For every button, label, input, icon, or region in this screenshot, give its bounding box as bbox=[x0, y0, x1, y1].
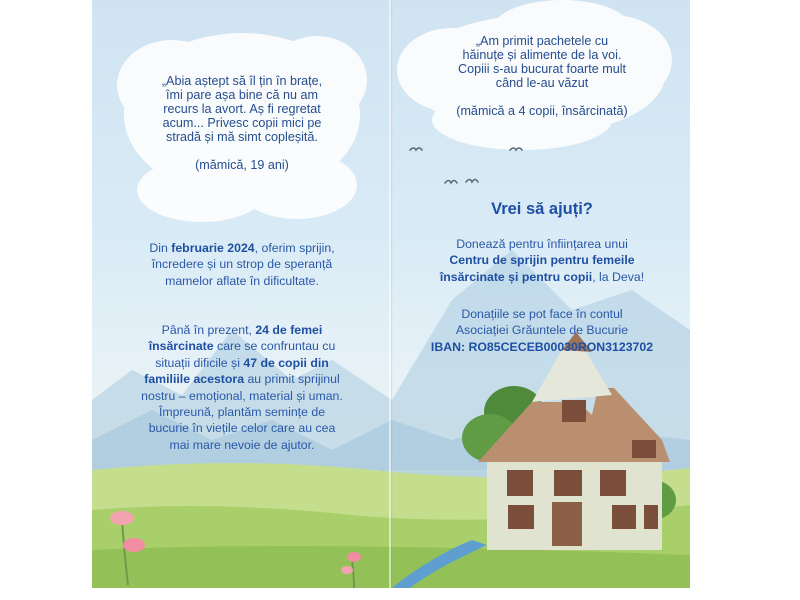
bank-account-paragraph bbox=[402, 306, 682, 355]
quote-line: stradă și mă simt copleșită. bbox=[166, 130, 318, 144]
text-line: Donațiile se pot face în contul bbox=[461, 307, 623, 321]
quote-line: „Am primit pachetele cu bbox=[475, 34, 609, 48]
text-line bbox=[102, 322, 382, 338]
call-to-action-heading: Vrei să ajuți? bbox=[491, 200, 593, 218]
text-span: care se confruntau cu bbox=[213, 339, 336, 354]
highlight-text: însărcinate bbox=[148, 339, 214, 354]
quote-author: (mămică, 19 ani) bbox=[195, 158, 289, 172]
highlight-text: familiile acestora bbox=[144, 372, 245, 387]
quote-line: îmi pare așa bine că nu am bbox=[166, 88, 318, 102]
text-line: nostru – emoțional, material și uman. bbox=[141, 388, 343, 403]
testimonial-quote bbox=[422, 34, 662, 118]
text-line bbox=[402, 252, 682, 268]
text-span: , la Deva! bbox=[592, 269, 645, 284]
text-line: mai mare nevoie de ajutor. bbox=[169, 437, 315, 452]
fold-line bbox=[389, 0, 391, 588]
quote-line: Copiii s-au bucurat foarte mult bbox=[458, 62, 626, 76]
quote-line: hăinuțe și alimente de la voi. bbox=[462, 48, 622, 62]
highlight-count: 47 de copii din bbox=[243, 355, 329, 370]
text-line bbox=[102, 355, 382, 371]
donation-paragraph bbox=[402, 236, 682, 285]
quote-line: „Abia aștept să îl țin în brațe, bbox=[161, 74, 323, 88]
quote-line: recurs la avort. Aș fi regretat bbox=[163, 102, 321, 116]
text-line: încredere și un strop de speranță bbox=[151, 257, 333, 272]
text-line bbox=[402, 269, 682, 285]
highlight-count: 24 de femei bbox=[255, 323, 323, 337]
quote-line: când le-au văzut bbox=[495, 76, 589, 90]
text-line bbox=[112, 240, 372, 256]
text-span: , oferim sprijin, bbox=[254, 241, 335, 255]
highlight-text: însărcinate și pentru copii bbox=[439, 269, 593, 284]
text-line bbox=[402, 339, 682, 355]
testimonial-quote bbox=[132, 74, 352, 172]
brochure bbox=[92, 0, 690, 588]
text-line: bucurie în viețile celor care au cea bbox=[148, 421, 336, 436]
text-span: Până în prezent, bbox=[161, 323, 256, 337]
text-line: Donează pentru înființarea unui bbox=[456, 237, 628, 251]
text-line: mamelor aflate în dificultate. bbox=[165, 273, 319, 288]
text-line bbox=[102, 338, 382, 354]
text-span: Din bbox=[149, 241, 172, 255]
text-line: Asociației Grăuntele de Bucurie bbox=[455, 323, 629, 338]
iban-text: IBAN: RO85CECEB00030RON3123702 bbox=[430, 339, 654, 354]
text-line: Împreună, plantăm semințe de bbox=[158, 405, 326, 420]
impact-paragraph bbox=[102, 322, 382, 453]
quote-author: (mămică a 4 copii, însărcinată) bbox=[456, 104, 628, 118]
highlight-date: februarie 2024 bbox=[171, 241, 255, 255]
intro-paragraph bbox=[112, 240, 372, 289]
highlight-text: Centru de sprijin pentru femeile bbox=[449, 253, 635, 268]
text-span: au primit sprijinul bbox=[244, 372, 340, 387]
text-line bbox=[102, 371, 382, 387]
quote-line: acum... Privesc copii mici pe bbox=[162, 116, 322, 130]
bird-icon bbox=[410, 148, 522, 183]
text-span: situații dificile și bbox=[155, 355, 244, 370]
